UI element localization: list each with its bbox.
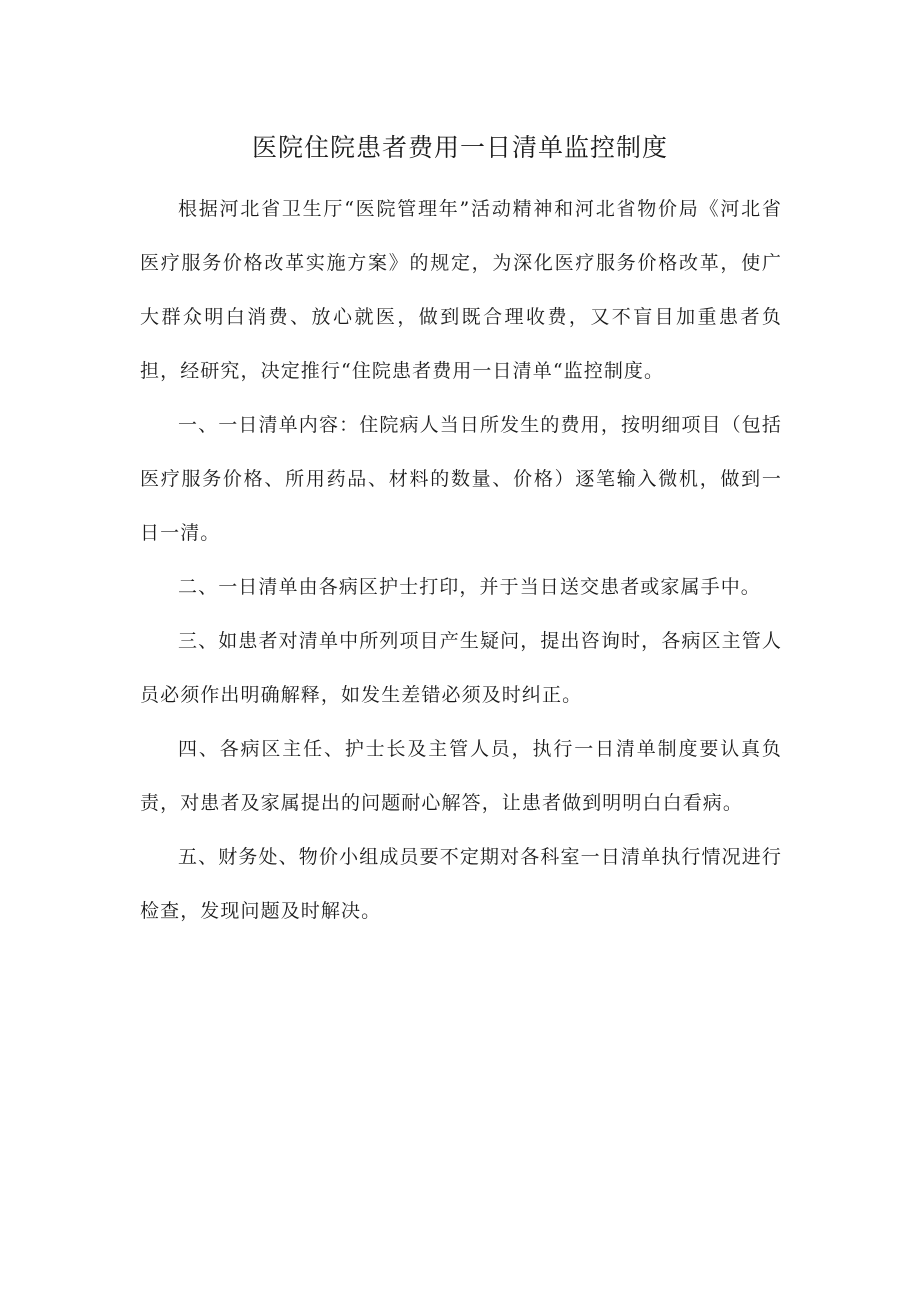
paragraph-intro: 根据河北省卫生厅“医院管理年”活动精神和河北省物价局《河北省医疗服务价格改革实施方案》的规定，为深化医疗服务价格改革，使广大群众明白消费、放心就医，做到既合理收费，又不盲目加重患者负担，经研究，决定推行“住院患者费用一日清单“监控制度。 [140,198,782,382]
document-title: 医院住院患者费用一日清单监控制度 [251,133,668,162]
document-body [140,182,782,938]
paragraph-item-3: 三、如患者对清单中所列项目产生疑问，提出咨询时，各病区主管人员必须作出明确解释，如发生差错必须及时纠正。 [140,630,782,706]
paragraph-item-5: 五、财务处、物价小组成员要不定期对各科室一日清单执行情况进行检查，发现问题及时解决。 [140,846,782,922]
paragraph-item-2: 二、一日清单由各病区护士打印，并于当日送交患者或家属手中。 [178,576,761,598]
paragraph-item-1: 一、一日清单内容：住院病人当日所发生的费用，按明细项目（包括医疗服务价格、所用药品、材料的数量、价格）逐笔输入微机，做到一日一清。 [140,414,782,544]
paragraph-item-4: 四、各病区主任、护士长及主管人员，执行一日清单制度要认真负责，对患者及家属提出的问题耐心解答，让患者做到明明白白看病。 [140,738,782,814]
